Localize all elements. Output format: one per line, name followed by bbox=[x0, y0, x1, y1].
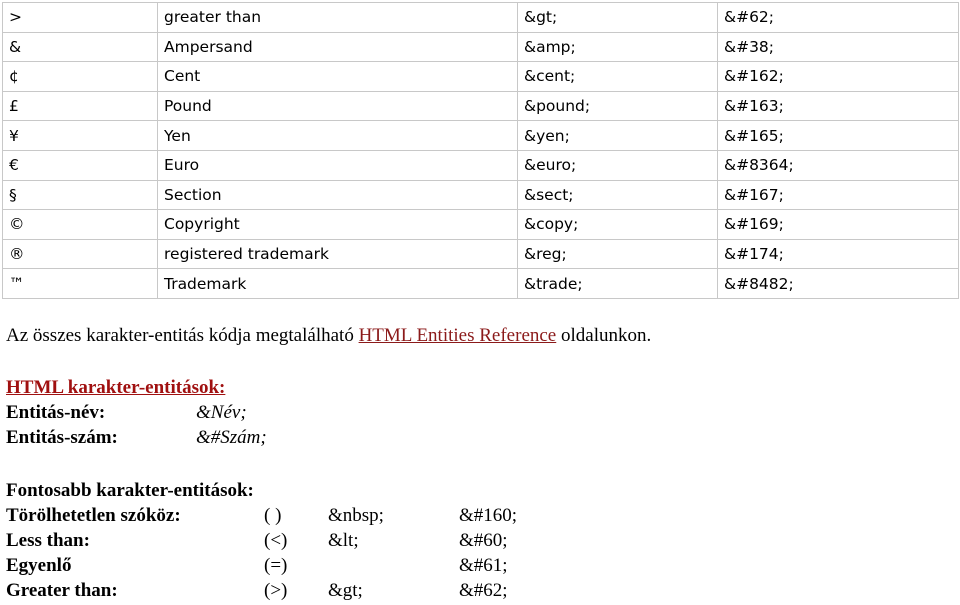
table-row bbox=[3, 91, 959, 121]
entity-name-cell: &reg; bbox=[518, 239, 718, 269]
common-entities-heading: Fontosabb karakter-entitások: bbox=[6, 480, 254, 501]
entity-number-cell: &#8364; bbox=[718, 150, 959, 180]
section-heading: HTML karakter-entitások: bbox=[6, 377, 226, 398]
table-row bbox=[3, 180, 959, 210]
table-row bbox=[3, 62, 959, 92]
entity-table bbox=[2, 2, 959, 299]
entity-label: Greater than: bbox=[6, 580, 118, 601]
entity-number-cell: &#163; bbox=[718, 91, 959, 121]
entity-symbol: ( ) bbox=[264, 505, 282, 526]
name-cell: greater than bbox=[158, 3, 518, 33]
info-text-before: Az összes karakter-entitás kódja megtalálható bbox=[6, 325, 359, 346]
entity-number: &#60; bbox=[459, 530, 508, 551]
symbol-cell: € bbox=[3, 150, 158, 180]
entity-label: Egyenlő bbox=[6, 555, 72, 576]
name-cell: Euro bbox=[158, 150, 518, 180]
entity-number-cell: &#174; bbox=[718, 239, 959, 269]
entity-number-cell: &#62; bbox=[718, 3, 959, 33]
symbol-cell: > bbox=[3, 3, 158, 33]
name-cell: registered trademark bbox=[158, 239, 518, 269]
entity-symbol: (=) bbox=[264, 555, 288, 576]
entity-name-cell: &trade; bbox=[518, 269, 718, 299]
entity-label: Less than: bbox=[6, 530, 90, 551]
name-cell: Section bbox=[158, 180, 518, 210]
table-row bbox=[3, 210, 959, 240]
entity-number: &#61; bbox=[459, 555, 508, 576]
entity-symbol: (>) bbox=[264, 580, 288, 601]
entity-number-cell: &#162; bbox=[718, 62, 959, 92]
entity-name: &lt; bbox=[328, 530, 359, 551]
symbol-cell: ¢ bbox=[3, 62, 158, 92]
symbol-cell: ¥ bbox=[3, 121, 158, 151]
entity-number-cell: &#8482; bbox=[718, 269, 959, 299]
table-row bbox=[3, 150, 959, 180]
entity-number-value: &#Szám; bbox=[196, 427, 267, 448]
table-row bbox=[3, 239, 959, 269]
table-row bbox=[3, 269, 959, 299]
entity-name: &nbsp; bbox=[328, 505, 384, 526]
entity-name-cell: &pound; bbox=[518, 91, 718, 121]
entity-symbol: (<) bbox=[264, 530, 288, 551]
table-row bbox=[3, 32, 959, 62]
entity-name-cell: &euro; bbox=[518, 150, 718, 180]
entity-name-cell: &yen; bbox=[518, 121, 718, 151]
entity-number-label: Entitás-szám: bbox=[6, 427, 118, 448]
entity-name-value: &Név; bbox=[196, 402, 247, 423]
name-cell: Yen bbox=[158, 121, 518, 151]
symbol-cell: ™ bbox=[3, 269, 158, 299]
symbol-cell: ® bbox=[3, 239, 158, 269]
entity-name-label: Entitás-név: bbox=[6, 402, 106, 423]
entity-number: &#62; bbox=[459, 580, 508, 601]
entity-name-cell: &amp; bbox=[518, 32, 718, 62]
entity-number: &#160; bbox=[459, 505, 518, 526]
symbol-cell: £ bbox=[3, 91, 158, 121]
entity-number-cell: &#165; bbox=[718, 121, 959, 151]
name-cell: Trademark bbox=[158, 269, 518, 299]
entity-name-cell: &sect; bbox=[518, 180, 718, 210]
entity-name-definition bbox=[6, 402, 247, 424]
entity-number-cell: &#167; bbox=[718, 180, 959, 210]
entity-number-definition bbox=[6, 427, 267, 449]
entity-name: &gt; bbox=[328, 580, 363, 601]
name-cell: Pound bbox=[158, 91, 518, 121]
symbol-cell: § bbox=[3, 180, 158, 210]
info-text-after: oldalunkon. bbox=[556, 325, 652, 346]
entity-number-cell: &#38; bbox=[718, 32, 959, 62]
entity-name-cell: &copy; bbox=[518, 210, 718, 240]
symbol-cell: & bbox=[3, 32, 158, 62]
entity-label: Törölhetetlen szóköz: bbox=[6, 505, 181, 526]
name-cell: Cent bbox=[158, 62, 518, 92]
entity-number-cell: &#169; bbox=[718, 210, 959, 240]
html-entities-reference-link[interactable]: HTML Entities Reference bbox=[358, 325, 557, 346]
symbol-cell: © bbox=[3, 210, 158, 240]
entity-name-cell: &gt; bbox=[518, 3, 718, 33]
name-cell: Ampersand bbox=[158, 32, 518, 62]
table-row bbox=[3, 3, 959, 33]
name-cell: Copyright bbox=[158, 210, 518, 240]
reference-paragraph bbox=[6, 325, 651, 347]
table-row bbox=[3, 121, 959, 151]
entity-name-cell: &cent; bbox=[518, 62, 718, 92]
